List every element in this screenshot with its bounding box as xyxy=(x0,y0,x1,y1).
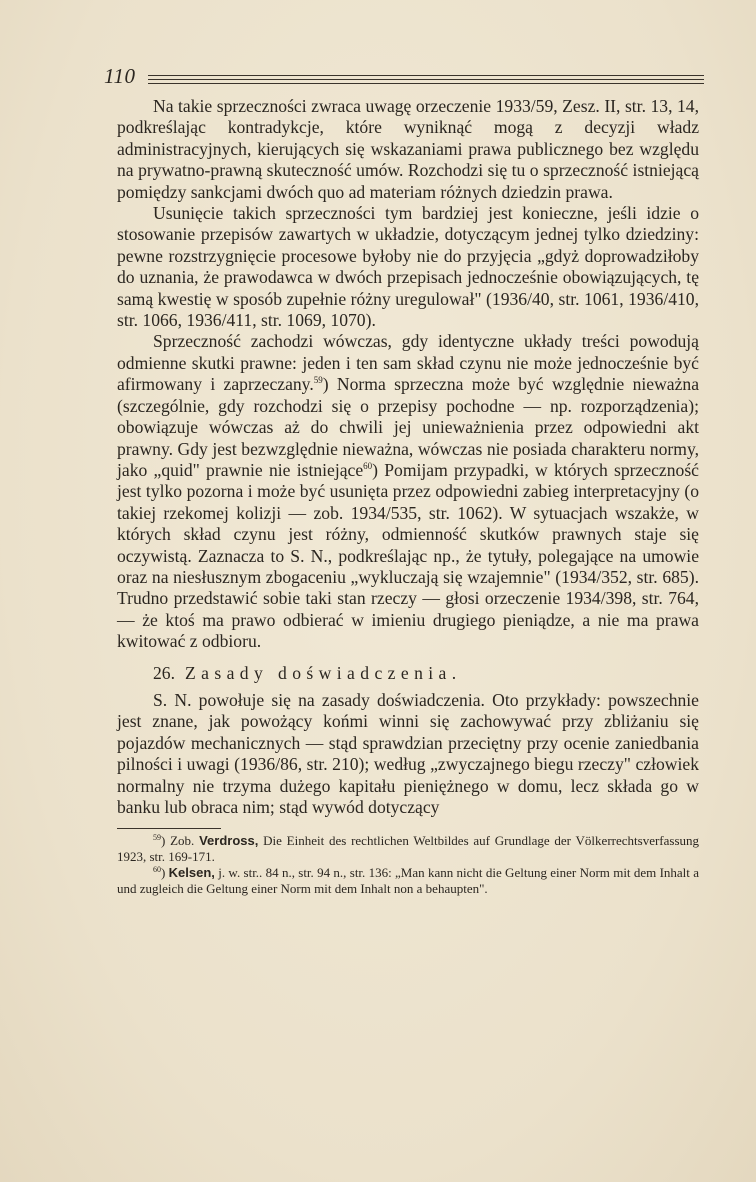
section-heading xyxy=(153,663,699,684)
footnote xyxy=(117,833,699,865)
footnote-text: Die Einheit des rechtlichen Weltbildes auf Grundlage der Völkerrechtsverfassung 1923, str. 169-171. xyxy=(117,833,700,865)
footnote xyxy=(117,865,699,897)
footnote-prefix: ) xyxy=(161,865,169,881)
paragraph-text: ) Pomijam przypadki, w których sprzeczność jest tylko pozorna i może być usunięta przez odpowiedni zabieg interpretacyjny (o takiej rzekomej kolizji — zob. 1934/535, str. 1062). W sytuacjach wszakże, w których skład czynu jest różny, odmienność skutków prawnych staje się oczywistą. Zaznacza to S. N., podkreślając np., że tytuły, polegające na umowie oraz na niesłusznym zbogaceniu „wykluczają się wzajemnie" (1934/352, str. 685). Trudno przedstawić sobie taki stan rzeczy — głosi orzeczenie 1934/398, str. 764, — że ktoś ma prawo odbierać w imieniu drugiego pieniądze, a nie ma prawa kwitować z odbioru. xyxy=(117,459,699,652)
paragraph-text: ) Norma sprzeczna może być względnie nieważna (szczególnie, gdy rozchodzi się o przepisy pochodne — np. rozporządzenia); obowiązuje wówczas aż do chwili jej unieważnienia przez odpowiedni akt prawny. Gdy jest bezwzględnie nieważna, wówczas nie posiada charakteru normy, jako „quid" prawnie nie istniejące xyxy=(117,374,699,480)
section-title: Zasady doświadczenia. xyxy=(185,662,462,683)
page-header xyxy=(104,64,704,94)
paragraph-text: Na takie sprzeczności zwraca uwagę orzeczenie 1933/59, Zesz. II, str. 13, 14, podkreślając kontradykcje, które wyniknąć mogą z decyzji władz administracyjnych, kierujących się wskazaniami prawa publicznego bez względu na prywatno-prawną skuteczność umów. Rozchodzi się tu o sprzeczność istniejącą pomiędzy sankcjami dwóch quo ad materiam różnych dziedzin prawa. xyxy=(117,96,699,202)
paragraph xyxy=(117,96,699,203)
paragraph-text: Sprzeczność zachodzi wówczas, gdy identyczne układy treści powodują odmienne skutki prawne: jeden i ten sam skład czynu nie może jednocześnie być afirmowany i zaprzeczany. xyxy=(117,331,699,395)
header-rule xyxy=(148,79,704,80)
footnote-text: j. w. str.. 84 n., str. 94 n., str. 136: „Man kann nicht die Geltung einer Norm mit dem Inhalt a und zugleich die Geltung einer Norm mit dem Inhalt non a behaupten". xyxy=(117,865,699,897)
paragraph-text: Usunięcie takich sprzeczności tym bardziej jest konieczne, jeśli idzie o stosowanie przepisów zawartych w układzie, dotyczącym jednej tylko dziedziny: pewne rozstrzygnięcie procesowe byłoby nie do przyjęcia „gdyż doprowadziłoby do uznania, że prawodawca w dwóch przepisach jednocześnie obowiązujących, tę samą kwestię w sposób zupełnie różny uregulował" (1936/40, str. 1061, 1936/410, str. 1066, 1936/411, str. 1069, 1070). xyxy=(117,203,699,331)
footnote-marker: 60 xyxy=(153,865,161,875)
body-text xyxy=(117,96,699,897)
paragraph-text: S. N. powołuje się na zasady doświadczenia. Oto przykłady: powszechnie jest znane, jak powożący końmi winni się zachowywać przy zbliżaniu się pojazdów mechanicznych — stąd sprawdzian przeciętny przy ocenie zaniedbania pilności i uwagi (1936/86, str. 210); według „zwyczajnego biegu rzeczy" człowiek normalny nie trzyma dużego kapitału pieniężnego w domu, lecz składa go w banku lub obraca nim; stąd wywód dotyczący xyxy=(117,689,699,817)
header-rule xyxy=(148,83,704,84)
footnote-author: Verdross, xyxy=(199,833,259,849)
footnote-ref: 59 xyxy=(313,375,323,386)
footnote-rule xyxy=(117,828,221,829)
paragraph xyxy=(117,331,699,652)
paragraph xyxy=(117,690,699,818)
footnote-ref: 60 xyxy=(363,460,373,471)
footnotes xyxy=(117,833,699,897)
section-number: 26. xyxy=(153,662,175,683)
footnote-author: Kelsen, xyxy=(168,865,215,881)
paragraph xyxy=(117,203,699,331)
footnote-prefix: ) Zob. xyxy=(161,833,200,849)
page-number: 110 xyxy=(104,64,136,88)
header-rule xyxy=(148,75,704,76)
footnote-marker: 59 xyxy=(153,833,161,843)
